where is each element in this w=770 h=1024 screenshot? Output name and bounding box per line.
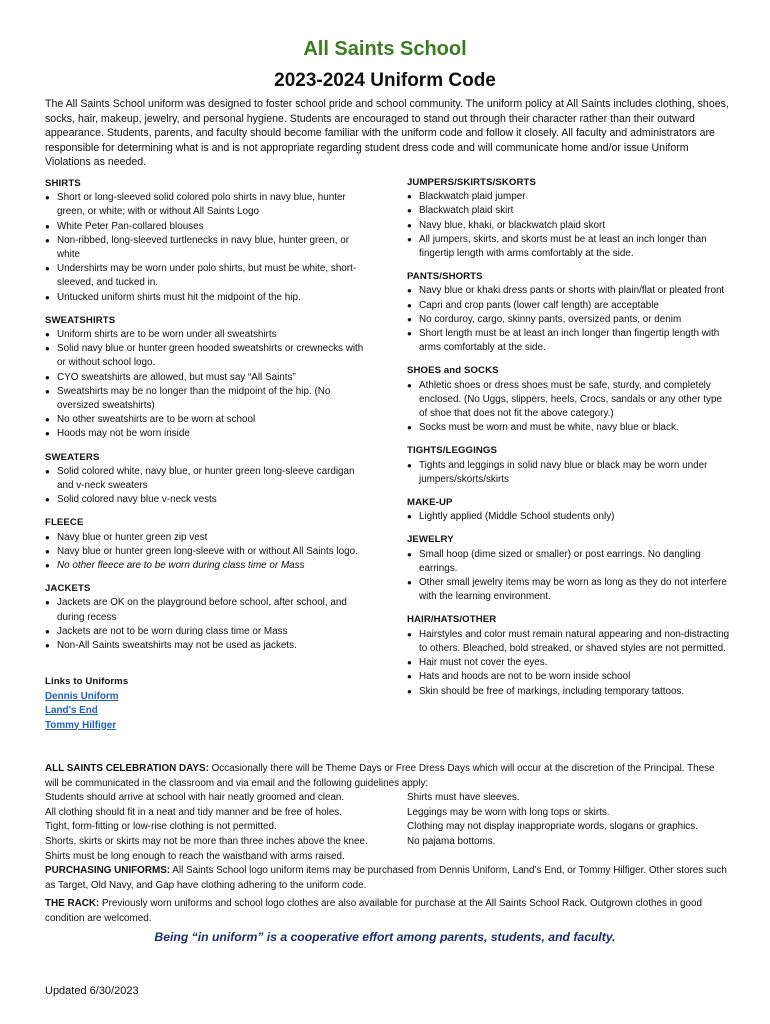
- section-jumpers-skirts-skorts: [407, 176, 732, 261]
- list-item: ● Non-ribbed, long-sleeved turtlenecks in navy blue, hunter green, or white: [45, 234, 370, 262]
- uniform-links: [45, 675, 370, 733]
- bullet-list: [45, 596, 370, 653]
- page-subtitle: 2023-2024 Uniform Code: [274, 70, 496, 91]
- bullet-list: [45, 328, 370, 442]
- section-shirts: [45, 177, 370, 305]
- list-item: ● Jackets are not to be worn during class time or Mass: [45, 625, 370, 639]
- purchasing-label: PURCHASING UNIFORMS:: [45, 865, 171, 877]
- list-item: ● Athletic shoes or dress shoes must be safe, sturdy, and completely enclosed. (No Uggs, slippers, heels, Crocs, sandals or any other type of shoe that does not fit the above category.): [407, 379, 732, 422]
- links-heading: Links to Uniforms: [45, 676, 129, 688]
- section-heading: MAKE-UP: [407, 497, 453, 509]
- section-heading: SWEATERS: [45, 451, 100, 463]
- section-heading: HAIR/HATS/OTHER: [407, 614, 497, 626]
- section-heading: FLEECE: [45, 517, 84, 529]
- bullet-list: [407, 284, 732, 355]
- section-heading: JACKETS: [45, 583, 91, 595]
- updated-date: Updated 6/30/2023: [45, 985, 139, 997]
- list-item: ● Short or long-sleeved solid colored polo shirts in navy blue, hunter green, or white; with or without All Saints Logo: [45, 191, 370, 219]
- section-heading: SHIRTS: [45, 178, 81, 189]
- celebration-text: Occasionally there will be Theme Days or Free Dress Days which will occur at the discretion of the Principal. These will be communicated in the classroom and via email and the following guidelines apply:: [45, 763, 715, 789]
- list-item: ● Lightly applied (Middle School students only): [407, 510, 732, 524]
- section-sweaters: [45, 451, 370, 508]
- section-fleece: [45, 516, 370, 573]
- list-item: ● Navy blue or khaki dress pants or shorts with plain/flat or pleated front: [407, 284, 732, 298]
- bullet-list: [45, 531, 370, 574]
- rack-paragraph: [45, 897, 730, 926]
- section-heading: JEWELRY: [407, 534, 454, 546]
- section-heading: TIGHTS/LEGGINGS: [407, 445, 497, 457]
- list-item: ● Navy blue, khaki, or blackwatch plaid skort: [407, 219, 732, 233]
- list-item: ● Navy blue or hunter green zip vest: [45, 531, 370, 545]
- list-item: ● Hats and hoods are not to be worn inside school: [407, 670, 732, 684]
- celebration-guidelines: [45, 791, 730, 864]
- purchasing-text: All Saints School logo uniform items may be purchased from Dennis Uniform, Land’s End, or Tommy Hilfiger. Other stores such as Target, Old Navy, and Gap have clothing adhering to the uniform code.: [45, 865, 727, 891]
- section-pants-shorts: [407, 270, 732, 355]
- list-item: ● All jumpers, skirts, and skorts must be at least an inch longer than fingertip length with arms comfortably at the side.: [407, 233, 732, 261]
- bullet-list: [407, 379, 732, 436]
- section-heading: SWEATSHIRTS: [45, 314, 116, 326]
- list-item: ● Other small jewelry items may be worn as long as they do not interfere with the learning environment.: [407, 576, 732, 604]
- guideline-left: All clothing should fit in a neat and tidy manner and be free of holes.: [45, 806, 342, 818]
- guideline-right: Clothing may not display inappropriate words, slogans or graphics.: [407, 821, 698, 833]
- list-item: ● No corduroy, cargo, skinny pants, oversized pants, or denim: [407, 313, 732, 327]
- list-item: ● Solid colored navy blue v-neck vests: [45, 493, 370, 507]
- list-item: ● Untucked uniform shirts must hit the midpoint of the hip.: [45, 291, 370, 305]
- list-item: ● Small hoop (dime sized or smaller) or post earrings. No dangling earrings.: [407, 548, 732, 576]
- bullet-list: [407, 190, 732, 261]
- list-item: ● CYO sweatshirts are allowed, but must say “All Saints”: [45, 371, 370, 385]
- bullet-list: [407, 459, 732, 487]
- bullet-list: [45, 465, 370, 508]
- right-column: [407, 176, 732, 708]
- list-item: ● Capri and crop pants (lower calf length) are acceptable: [407, 299, 732, 313]
- page-title: All Saints School: [303, 38, 467, 60]
- section-hair-hats-other: [407, 613, 732, 698]
- list-item: ● No other sweatshirts are to be worn at school: [45, 413, 370, 427]
- guideline-right: Shirts must have sleeves.: [407, 792, 520, 804]
- bottom-section: [45, 762, 730, 927]
- guideline-left: Tight, form-fitting or low-rise clothing is not permitted.: [45, 821, 277, 833]
- list-item: ● Tights and leggings in solid navy blue or black may be worn under jumpers/skorts/skirts: [407, 459, 732, 487]
- purchasing-paragraph: [45, 864, 730, 893]
- list-item: ● Solid navy blue or hunter green hooded sweatshirts or crewnecks with or without school logo.: [45, 342, 370, 370]
- list-item: ● Hoods may not be worn inside: [45, 427, 370, 441]
- section-sweatshirts: [45, 314, 370, 442]
- bullet-list: [45, 191, 370, 305]
- list-item: ● White Peter Pan-collared blouses: [45, 220, 370, 234]
- bullet-list: [407, 510, 732, 524]
- list-item: ● Hair must not cover the eyes.: [407, 656, 732, 670]
- list-item: ● Jackets are OK on the playground before school, after school, and during recess: [45, 596, 370, 624]
- list-item: ● Skin should be free of markings, including temporary tattoos.: [407, 685, 732, 699]
- list-item: ● Blackwatch plaid skirt: [407, 204, 732, 218]
- guideline-left: Students should arrive at school with hair neatly groomed and clean.: [45, 792, 345, 804]
- guideline-right: Leggings may be worn with long tops or skirts.: [407, 806, 610, 818]
- section-heading: SHOES and SOCKS: [407, 365, 499, 377]
- list-item: ● Short length must be at least an inch longer than fingertip length with arms comfortably at the side.: [407, 327, 732, 355]
- list-item: ● Blackwatch plaid jumper: [407, 190, 732, 204]
- celebration-paragraph: [45, 762, 730, 791]
- rack-label: THE RACK:: [45, 898, 100, 910]
- list-item: ● No other fleece are to be worn during class time or Mass: [45, 559, 370, 573]
- celebration-label: ALL SAINTS CELEBRATION DAYS:: [45, 763, 209, 774]
- guideline-right: No pajama bottoms.: [407, 835, 496, 847]
- section-tights-leggings: [407, 444, 732, 487]
- section-heading: JUMPERS/SKIRTS/SKORTS: [407, 177, 536, 188]
- list-item: ● Non-All Saints sweatshirts may not be used as jackets.: [45, 639, 370, 653]
- list-item: ● Solid colored white, navy blue, or hunter green long-sleeve cardigan and v-neck sweaters: [45, 465, 370, 493]
- section-jackets: [45, 582, 370, 653]
- guideline-left: Shorts, skirts or skirts may not be more than three inches above the knee.: [45, 835, 368, 847]
- link-land-s-end[interactable]: Land's End: [45, 705, 98, 716]
- bullet-list: [407, 548, 732, 605]
- list-item: ● Hairstyles and color must remain natural appearing and non-distracting to others. Bleached, bold streaked, or shaved styles are not permitted.: [407, 628, 732, 656]
- section-shoes-and-socks: [407, 364, 732, 435]
- link-tommy-hilfiger[interactable]: Tommy Hilfiger: [45, 719, 117, 731]
- list-item: ● Navy blue or hunter green long-sleeve with or without All Saints logo.: [45, 545, 370, 559]
- list-item: ● Socks must be worn and must be white, navy blue or black.: [407, 421, 732, 435]
- intro-paragraph: The All Saints School uniform was designed to foster school pride and school community. The uniform policy at All Saints includes clothing, shoes, socks, hair, makeup, jewelry, and personal hygiene. Students are encouraged to stand out through their character rather than their outward appearance. Students, parents, and faculty should become familiar with the uniform code and follow it closely. All faculty and administrators are responsible for determining what is and is not appropriate regarding student dress code and will communicate home and/or issue Uniform Violations as needed.: [45, 98, 729, 169]
- guideline-left: Shirts must be long enough to reach the waistband with arms raised.: [45, 850, 345, 862]
- section-jewelry: [407, 533, 732, 604]
- section-heading: PANTS/SHORTS: [407, 271, 483, 283]
- list-item: ● Uniform shirts are to be worn under all sweatshirts: [45, 328, 370, 342]
- closing-statement: Being “in uniform” is a cooperative effort among parents, students, and faculty.: [154, 930, 616, 944]
- link-dennis-uniform[interactable]: Dennis Uniform: [45, 690, 119, 702]
- list-item: ● Undershirts may be worn under polo shirts, but must be white, short-sleeved, and tucked in.: [45, 262, 370, 290]
- list-item: ● Sweatshirts may be no longer than the midpoint of the hip. (No oversized sweatshirts): [45, 385, 370, 413]
- section-make-up: [407, 496, 732, 524]
- bullet-list: [407, 628, 732, 699]
- left-column: [45, 177, 370, 733]
- rack-text: Previously worn uniforms and school logo clothes are also available for purchase at the All Saints School Rack. Outgrown clothes in good condition are welcomed.: [45, 898, 703, 924]
